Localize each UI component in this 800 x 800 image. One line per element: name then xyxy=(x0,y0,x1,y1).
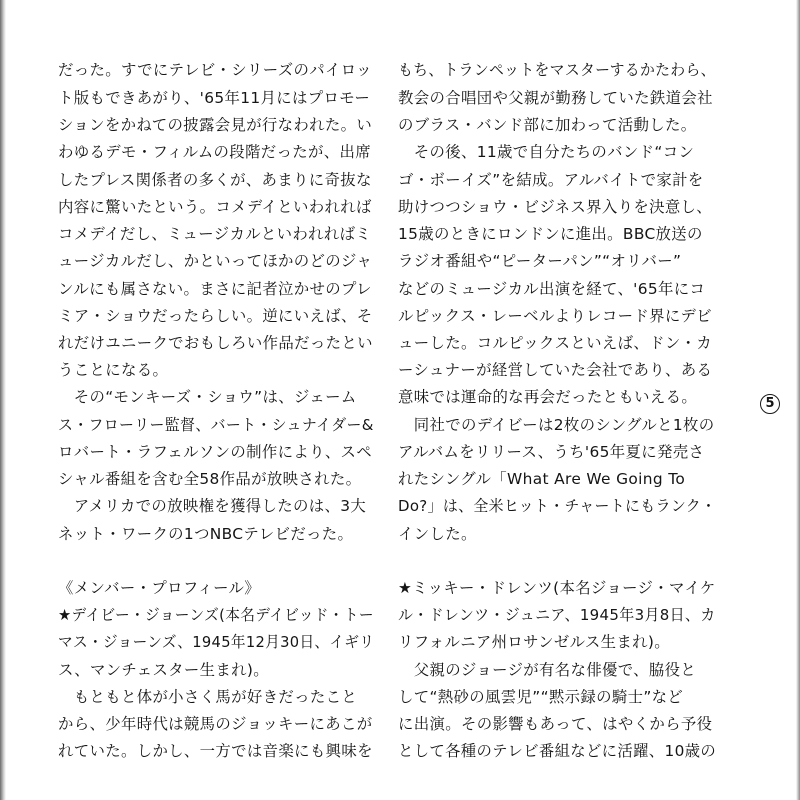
text-line: ゴ・ボーイズ”を結成。アルバイトで家計を xyxy=(398,171,704,189)
text-line: ス、マンチェスター生まれ)。 xyxy=(58,661,269,679)
text-line: のブラス・バンド部に加わって活動した。 xyxy=(398,116,697,134)
text-line: その後、11歳で自分たちのバンド“コン xyxy=(398,143,695,161)
text-line: に出演。その影響もあって、はやくから予役 xyxy=(398,715,713,733)
text-line: ーシュナーが経営していた会社であり、ある xyxy=(398,361,713,379)
text-line: 教会の合唱団や父親が勤務していた鉄道会社 xyxy=(398,89,713,107)
text-line: アメリカでの放映権を獲得したのは、3大 xyxy=(58,497,367,515)
text-line: 意味では運命的な再会だったともいえる。 xyxy=(398,388,698,406)
text-line: 15歳のときにロンドンに進出。BBC放送の xyxy=(398,225,703,243)
text-line: アルバムをリリース、うち'65年夏に発売さ xyxy=(398,443,705,461)
text-line: もともと体が小さく馬が好きだったこと xyxy=(58,688,358,706)
text-line: ★ミッキー・ドレンツ(本名ジョージ・マイケ xyxy=(398,579,716,597)
text-line: その“モンキーズ・ショウ”は、ジェーム xyxy=(58,388,357,406)
text-line: コメデイだし、ミュージカルといわれればミ xyxy=(58,225,372,243)
text-line: 助けつつショウ・ビジネス界入りを決意し、 xyxy=(398,198,713,216)
text-line: 内容に驚いたという。コメデイといわれれば xyxy=(58,198,372,216)
text-line: して“熱砂の風雲児”“黙示録の騎士”など xyxy=(398,688,684,706)
text-line: れだけユニークでおもしろい作品だったとい xyxy=(58,334,373,352)
text-line: として各種のテレビ番組などに活躍、10歳の xyxy=(398,742,717,760)
text-line: マス・ジョーンズ、1945年12月30日、イギリ xyxy=(58,633,375,651)
text-line: リフォルニア州ロサンゼルス生まれ)。 xyxy=(398,633,670,651)
text-line: ューした。コルピックスといえば、ドン・カ xyxy=(398,334,713,352)
text-line: わゆるデモ・フィルムの段階だったが、出席 xyxy=(58,143,371,161)
text-line: 父親のジョージが有名な俳優で、脇役と xyxy=(398,661,697,679)
text-line: もち、トランペットをマスターするかたわら、 xyxy=(398,61,716,79)
text-line: れていた。しかし、一方では音楽にも興味を xyxy=(58,742,373,760)
text-line: ラジオ番組や“ピーターパン”“オリバー” xyxy=(398,252,682,270)
text-line: ネット・ワークの1つNBCテレビだった。 xyxy=(58,525,354,543)
page-edge-right xyxy=(796,0,800,800)
text-line: から、少年時代は競馬のジョッキーにあこが xyxy=(58,715,373,733)
text-line: Do?」は、全米ヒット・チャートにもランク・ xyxy=(398,497,717,515)
text-line: ト版もできあがり、'65年11月にはプロモー xyxy=(58,89,371,107)
text-line: 同社でのデイビーは2枚のシングルと1枚の xyxy=(398,416,715,434)
text-line: したプレス関係者の多くが、あまりに奇抜な xyxy=(58,171,372,189)
text-line: うことになる。 xyxy=(58,361,169,379)
text-line: ュージカルだし、かといってほかのどのジャ xyxy=(58,252,373,270)
text-line: だった。すでにテレビ・シリーズのパイロッ xyxy=(58,61,372,79)
text-line: インした。 xyxy=(398,525,477,543)
text-line: ル・ドレンツ・ジュニア、1945年3月8日、カ xyxy=(398,606,716,624)
text-line: シャル番組を含む全58作品が放映された。 xyxy=(58,470,362,488)
text-line: ★デイビー・ジョーンズ(本名デイビッド・トー xyxy=(58,606,374,624)
page-number: 5 xyxy=(760,394,780,414)
text-line: ス・フローリー監督、バート・シュナイダー& xyxy=(58,416,374,434)
text-line: ンルにも属さない。まさに記者泣かせのプレ xyxy=(58,280,372,298)
text-line: ルピックス・レーベルよりレコード界にデビ xyxy=(398,307,713,325)
text-line: ションをかねての披露会見が行なわれた。い xyxy=(58,116,373,134)
text-line: ミア・ショウだったらしい。逆にいえば、そ xyxy=(58,307,373,325)
section-heading: 《メンバー・プロフィール》 xyxy=(58,579,261,597)
text-line: れたシングル「What Are We Going To xyxy=(398,470,686,488)
text-line: などのミュージカル出演を経て、'65年にコ xyxy=(398,280,706,298)
page-edge-left xyxy=(0,0,6,800)
text-line: ロバート・ラフェルソンの制作により、スペ xyxy=(58,443,373,461)
